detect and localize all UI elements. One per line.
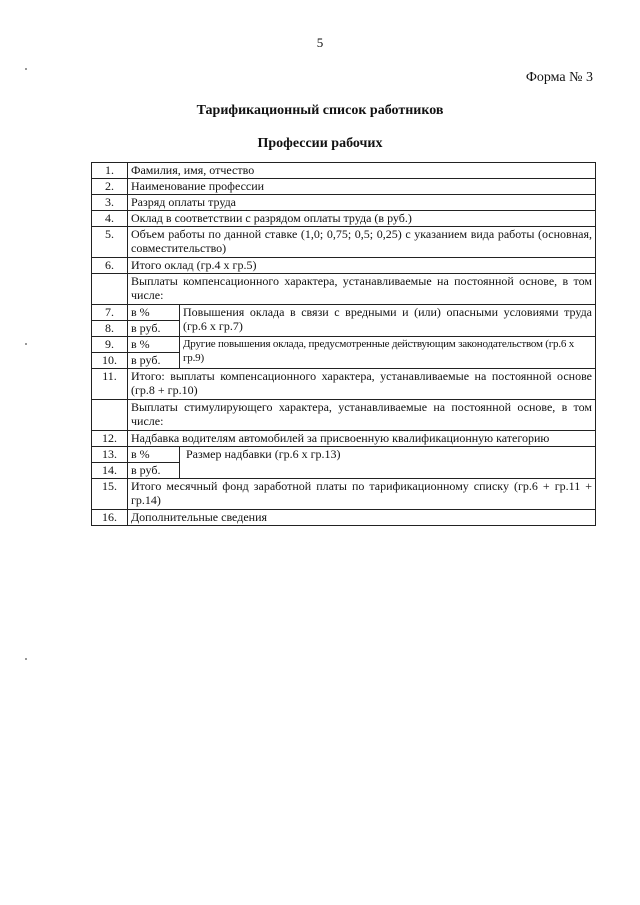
row-text: Дополнительные сведения bbox=[128, 510, 596, 526]
row-text: Итого: выплаты компенсационного характера, устанавливаемые на постоянной основе (гр.8 + гр.10) bbox=[128, 369, 596, 400]
unit-label: в % bbox=[128, 305, 180, 321]
table-row bbox=[92, 195, 596, 211]
row-number: 16. bbox=[92, 510, 128, 526]
row-number: 4. bbox=[92, 211, 128, 227]
table-row bbox=[92, 211, 596, 227]
unit-label: в руб. bbox=[128, 353, 180, 369]
table-row bbox=[92, 369, 596, 400]
row-number: 12. bbox=[92, 431, 128, 447]
table-row bbox=[92, 274, 596, 305]
page-number: 5 bbox=[316, 35, 324, 50]
table-row bbox=[92, 447, 596, 463]
row-text: Выплаты компенсационного характера, устанавливаемые на постоянной основе, в том числе: bbox=[128, 274, 596, 305]
table-row bbox=[92, 337, 596, 353]
form-label: Форма № 3 bbox=[525, 70, 593, 85]
table-row bbox=[92, 431, 596, 447]
row-text: Надбавка водителям автомобилей за присвоенную квалификационную категорию bbox=[128, 431, 596, 447]
row-number: 6. bbox=[92, 258, 128, 274]
table-row bbox=[92, 510, 596, 526]
row-number: 15. bbox=[92, 479, 128, 510]
table-row bbox=[92, 163, 596, 179]
tariff-list-table bbox=[91, 162, 596, 526]
table-row bbox=[92, 305, 596, 321]
document-subtitle: Профессии рабочих bbox=[257, 136, 383, 151]
unit-label: в руб. bbox=[128, 463, 180, 479]
unit-label: в % bbox=[128, 337, 180, 353]
row-text: Фамилия, имя, отчество bbox=[128, 163, 596, 179]
row-text: Выплаты стимулирующего характера, устанавливаемые на постоянной основе, в том числе: bbox=[128, 400, 596, 431]
document-title: Тарификационный список работников bbox=[196, 103, 444, 118]
row-text: Размер надбавки (гр.6 х гр.13) bbox=[180, 447, 596, 479]
table-row bbox=[92, 479, 596, 510]
scan-speck bbox=[25, 68, 27, 70]
table-row bbox=[92, 227, 596, 258]
row-number: 5. bbox=[92, 227, 128, 258]
unit-label: в руб. bbox=[128, 321, 180, 337]
row-number: 7. bbox=[92, 305, 128, 321]
table-row bbox=[92, 179, 596, 195]
table-row bbox=[92, 258, 596, 274]
row-number: 13. bbox=[92, 447, 128, 463]
table-row bbox=[92, 400, 596, 431]
row-number: 9. bbox=[92, 337, 128, 353]
row-text: Итого оклад (гр.4 х гр.5) bbox=[128, 258, 596, 274]
row-number: 3. bbox=[92, 195, 128, 211]
row-text: Объем работы по данной ставке (1,0; 0,75; 0,5; 0,25) с указанием вида работы (основная, совместительство) bbox=[128, 227, 596, 258]
row-number: 2. bbox=[92, 179, 128, 195]
row-number: 1. bbox=[92, 163, 128, 179]
row-text: Итого месячный фонд заработной платы по тарификационному списку (гр.6 + гр.11 + гр.14) bbox=[128, 479, 596, 510]
row-text: Другие повышения оклада, предусмотренные действующим законодательством (гр.6 х гр.9) bbox=[180, 337, 596, 369]
row-number: 11. bbox=[92, 369, 128, 400]
row-text: Разряд оплаты труда bbox=[128, 195, 596, 211]
unit-label: в % bbox=[128, 447, 180, 463]
row-text: Повышения оклада в связи с вредными и (или) опасными условиями труда (гр.6 х гр.7) bbox=[180, 305, 596, 337]
row-number bbox=[92, 400, 128, 431]
scan-speck bbox=[25, 343, 27, 345]
row-text: Наименование профессии bbox=[128, 179, 596, 195]
row-number: 8. bbox=[92, 321, 128, 337]
scan-speck bbox=[25, 658, 27, 660]
row-text: Оклад в соответствии с разрядом оплаты труда (в руб.) bbox=[128, 211, 596, 227]
row-number: 14. bbox=[92, 463, 128, 479]
row-number: 10. bbox=[92, 353, 128, 369]
row-number bbox=[92, 274, 128, 305]
